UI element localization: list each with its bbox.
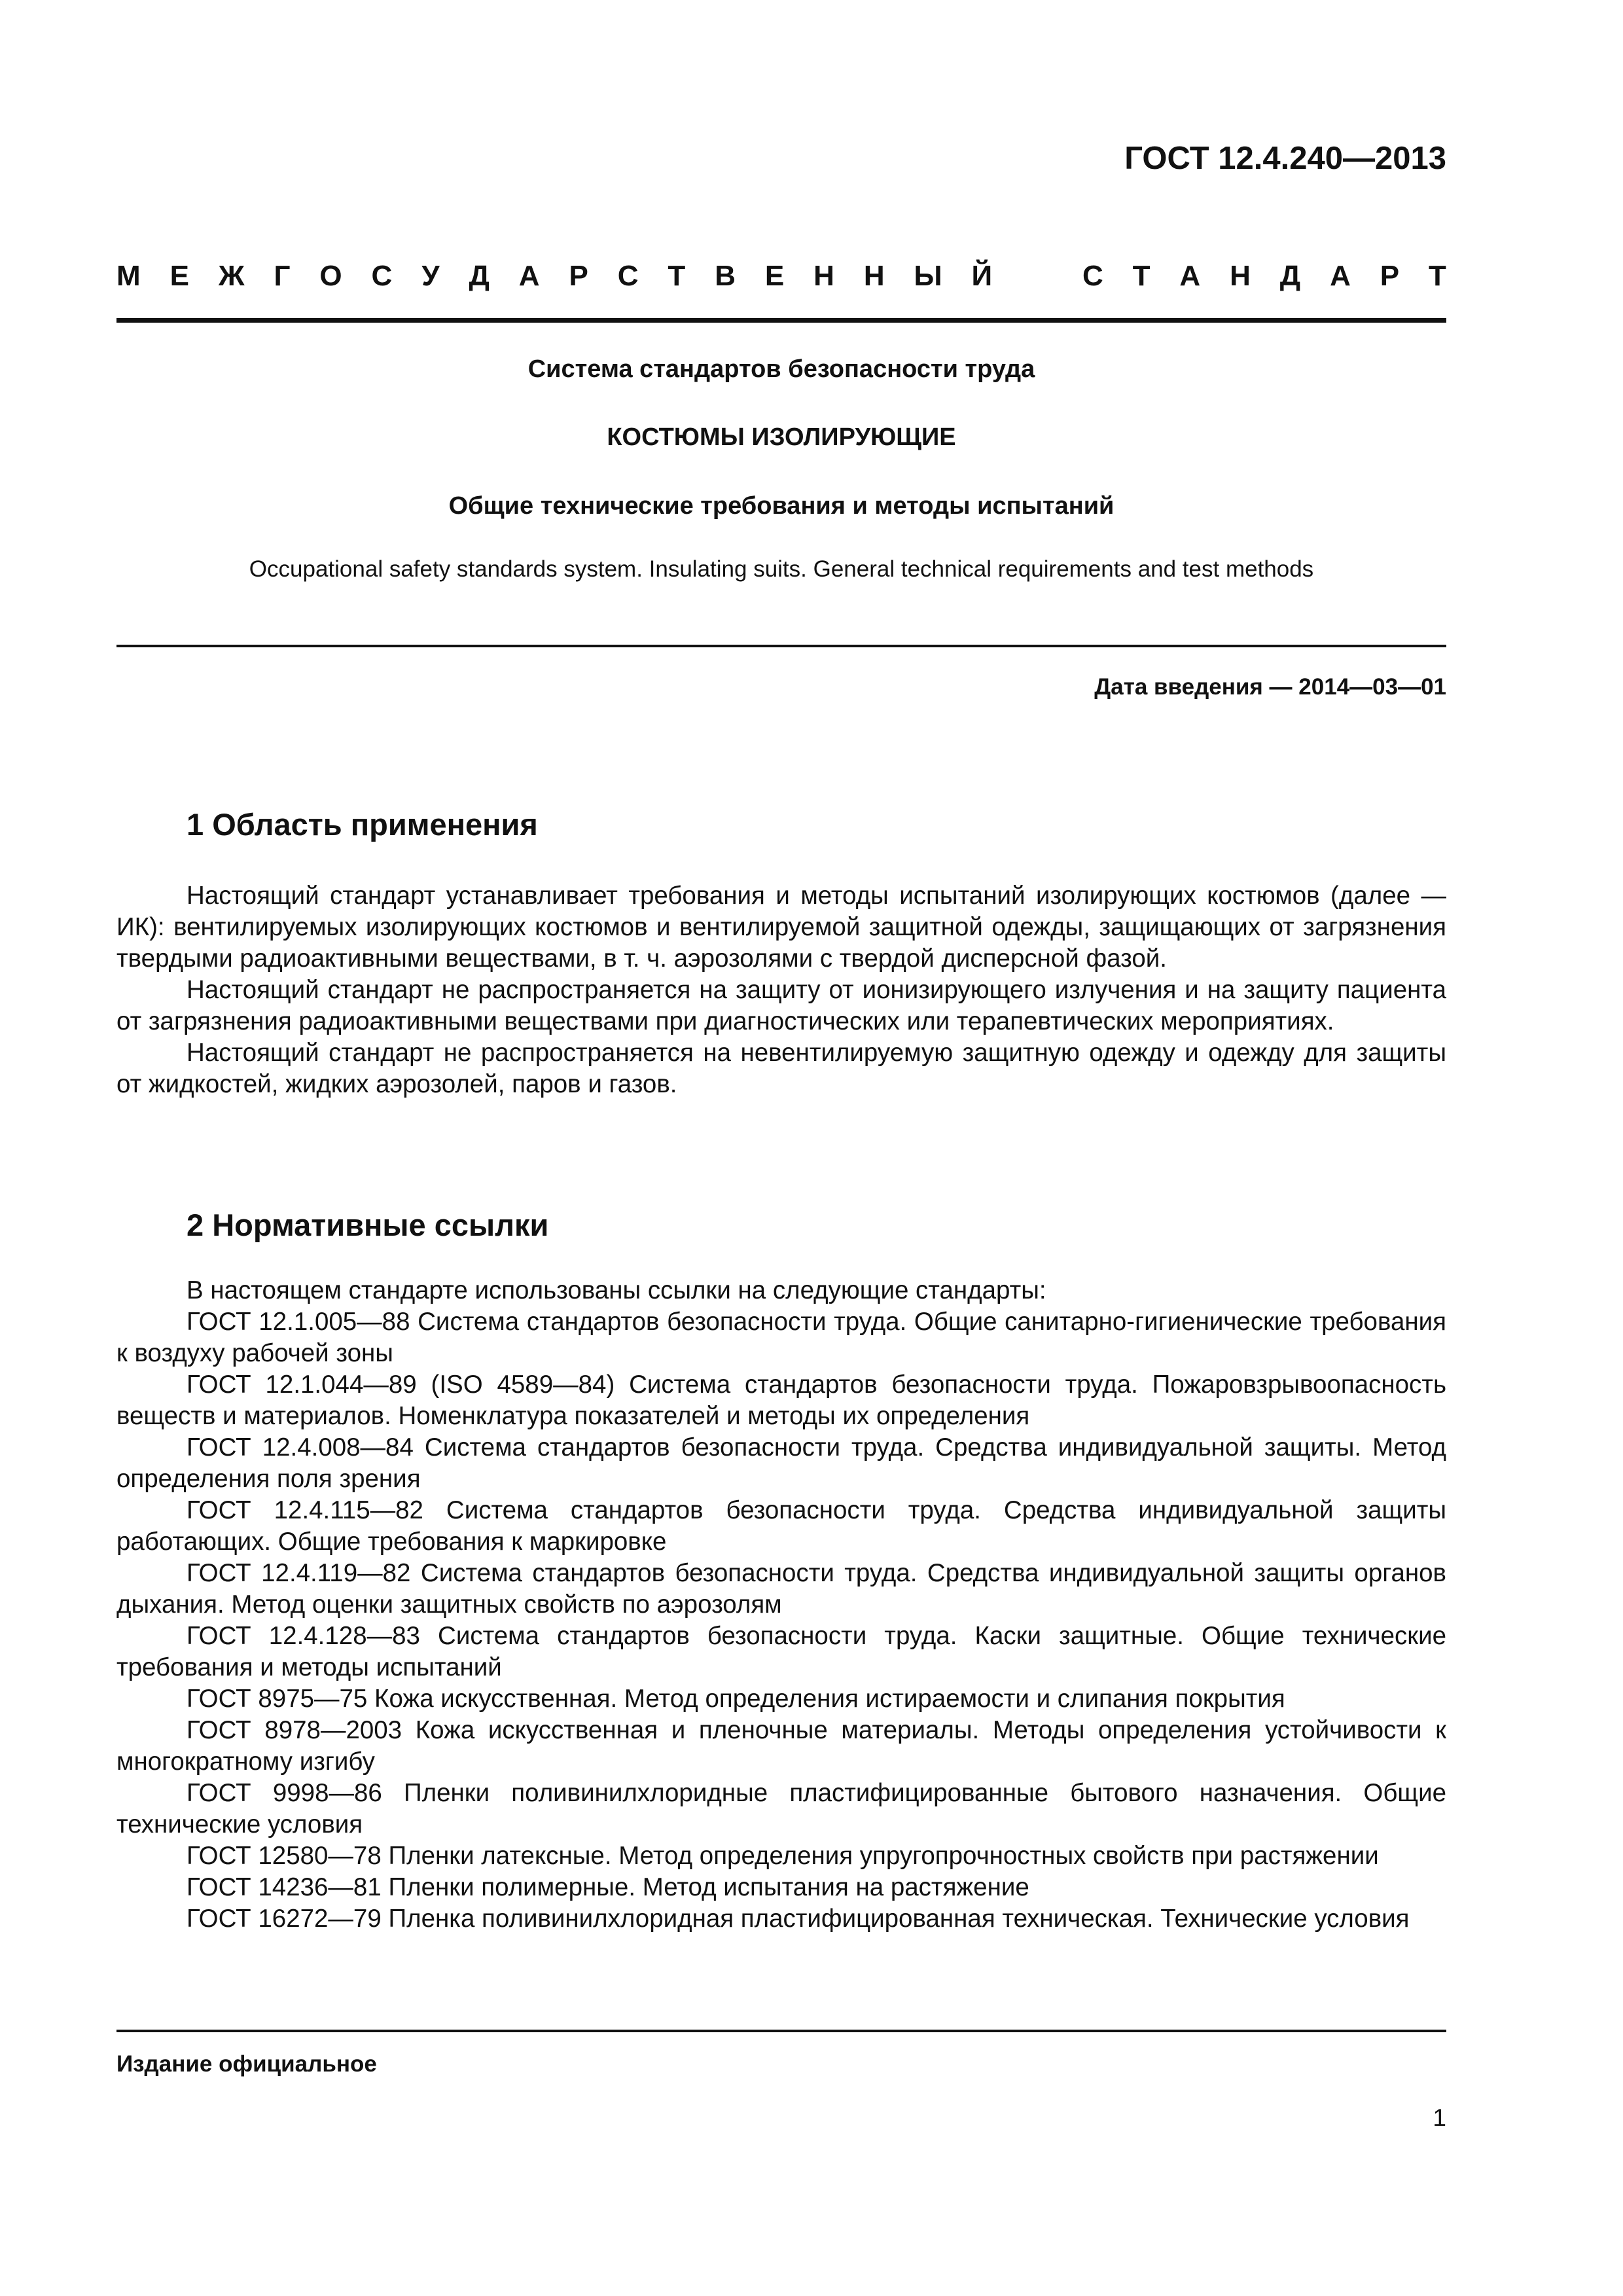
banner-letter: С <box>371 260 393 292</box>
official-edition-label: Издание официальное <box>116 2051 377 2077</box>
paragraph: Настоящий стандарт устанавливает требования и методы испытаний изолирующих костюмов (далее — ИК): вентилируемых изолирующих костюмов и вентилируемой защитной одежды, защищающих от загрязнения твердыми радиоактивными веществами, в т. ч. аэрозолями с твердой дисперсной фазой. <box>116 882 1446 973</box>
section-scope-body <box>116 880 1446 1100</box>
introduction-date: Дата введения — 2014—03—01 <box>1094 674 1446 700</box>
banner-letter: Ж <box>218 260 245 292</box>
banner-letter: М <box>116 260 141 292</box>
document-subtitle: Общие технические требования и методы испытаний <box>448 492 1115 520</box>
reference-item: ГОСТ 8978—2003 Кожа искусственная и пленочные материалы. Методы определения устойчивости к многократному изгибу <box>116 1716 1446 1776</box>
banner-letter: Т <box>1132 260 1150 292</box>
paragraph: В настоящем стандарте использованы ссылки на следующие стандарты: <box>187 1276 1046 1304</box>
footer-divider <box>116 2030 1446 2032</box>
reference-item: ГОСТ 12.1.005—88 Система стандартов безопасности труда. Общие санитарно-гигиенические требования к воздуху рабочей зоны <box>116 1308 1446 1367</box>
banner-letter: Н <box>813 260 834 292</box>
reference-item: ГОСТ 9998—86 Пленки поливинилхлоридные пластифицированные бытового назначения. Общие технические условия <box>116 1779 1446 1839</box>
english-title: Occupational safety standards system. Insulating suits. General technical requirements and test methods <box>249 556 1314 582</box>
banner-letter: А <box>518 260 540 292</box>
banner-letter: Ы <box>914 260 942 292</box>
reference-item: ГОСТ 12.4.119—82 Система стандартов безопасности труда. Средства индивидуальной защиты органов дыхания. Метод оценки защитных свойств по аэрозолям <box>116 1559 1446 1619</box>
banner-letter: Т <box>1429 260 1446 292</box>
banner-letter: Н <box>1230 260 1251 292</box>
banner-letter: С <box>617 260 639 292</box>
reference-item: ГОСТ 12.1.044—89 (ISO 4589—84) Система стандартов безопасности труда. Пожаровзрывоопасность веществ и материалов. Номенклатура показателей и методы их определения <box>116 1371 1446 1430</box>
reference-item: ГОСТ 12580—78 Пленки латексные. Метод определения упругопрочностных свойств при растяжении <box>187 1842 1379 1870</box>
banner-letter: О <box>319 260 342 292</box>
page-number: 1 <box>1433 2104 1446 2131</box>
banner-letter: Р <box>1380 260 1400 292</box>
banner-letter: У <box>421 260 440 292</box>
banner-letter: С <box>1082 260 1103 292</box>
banner-letter: Т <box>668 260 686 292</box>
section-heading-normative-references: 2 Нормативные ссылки <box>187 1208 549 1242</box>
section-heading-scope: 1 Область применения <box>187 807 538 842</box>
banner-letter: Д <box>1279 260 1301 292</box>
banner-letter: Е <box>169 260 189 292</box>
banner-letter: А <box>1179 260 1201 292</box>
header-divider <box>116 318 1446 323</box>
reference-item: ГОСТ 12.4.115—82 Система стандартов безопасности труда. Средства индивидуальной защиты работающих. Общие требования к маркировке <box>116 1496 1446 1556</box>
reference-item: ГОСТ 12.4.008—84 Система стандартов безопасности труда. Средства индивидуальной защиты. Метод определения поля зрения <box>116 1433 1446 1493</box>
banner-letter: Н <box>863 260 885 292</box>
standard-number: ГОСТ 12.4.240—2013 <box>1124 141 1446 176</box>
paragraph: Настоящий стандарт не распространяется на защиту от ионизирующего излучения и на защиту пациента от загрязнения радиоактивными веществами при диагностических или терапевтических мероприятиях. <box>116 976 1446 1035</box>
reference-item: ГОСТ 16272—79 Пленка поливинилхлоридная пластифицированная техническая. Технические условия <box>187 1905 1410 1933</box>
section-references-body <box>116 1275 1446 1935</box>
document-title: КОСТЮМЫ ИЗОЛИРУЮЩИЕ <box>607 423 956 451</box>
banner-letter: В <box>715 260 736 292</box>
reference-item: ГОСТ 12.4.128—83 Система стандартов безопасности труда. Каски защитные. Общие технические требования и методы испытаний <box>116 1622 1446 1681</box>
banner-letter: Г <box>274 260 291 292</box>
reference-item: ГОСТ 14236—81 Пленки полимерные. Метод испытания на растяжение <box>187 1873 1029 1901</box>
banner-letter: А <box>1330 260 1351 292</box>
banner-letter: Й <box>971 260 993 292</box>
reference-item: ГОСТ 8975—75 Кожа искусственная. Метод определения истираемости и слипания покрытия <box>187 1685 1285 1713</box>
paragraph: Настоящий стандарт не распространяется на невентилируемую защитную одежду и одежду для защиты от жидкостей, жидких аэрозолей, паров и газов. <box>116 1039 1446 1098</box>
title-divider <box>116 645 1446 647</box>
banner-letter: Е <box>764 260 785 292</box>
banner-letter: Д <box>469 260 490 292</box>
banner-letter: Р <box>569 260 588 292</box>
interstate-standard-banner <box>116 252 1446 300</box>
system-title: Система стандартов безопасности труда <box>527 355 1035 383</box>
